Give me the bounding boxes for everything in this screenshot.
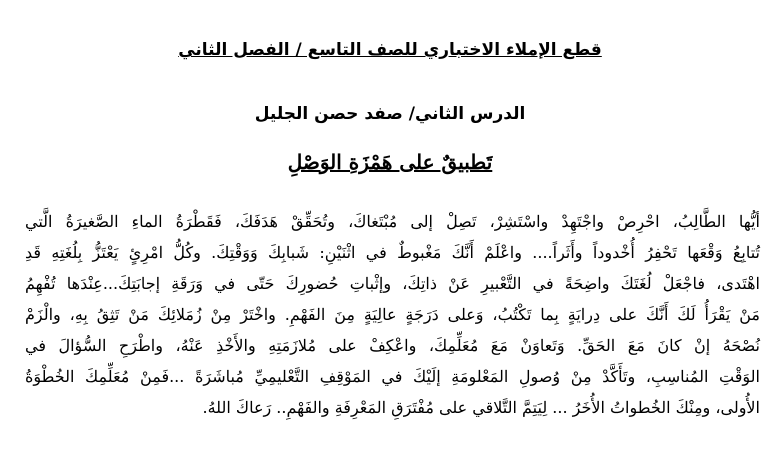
topic-title: تَطبيقٌ على هَمْزَةِ الوَصْلِ xyxy=(287,150,493,174)
passage-line: أيُّها الطَّالِبُ، احْرِصْ واجْتَهِدْ واسْتَشِرْ، تَصِلْ إلى مُبْتَغاكَ، وتُحَقِّقْ هَدَفَكَ، فَقَطْرَةُ الماءِ الصَّغيرَةُ الَّتي xyxy=(25,212,760,231)
dictation-passage xyxy=(25,206,760,423)
passage-line: مَنْ يَقْرَأُ لَكَ أَنَّكَ على دِرايَةٍ بِما تَكْتُبُ، وَعلى دَرَجَةٍ عالِيَةٍ مِنَ الفَهْمِ. واخْتَرْ مِنْ زُمَلائِكَ مَنْ تَثِقُ بِهِ، والْزَمْ xyxy=(25,305,761,324)
passage-line: اهْتَدى، فاجْعَلْ لُغَتَكَ واضِحَةً في التَّعْبيرِ عَنْ ذاتِكَ، وإثْباتِ حُضورِكَ حَتّى في وَرَقَةِ إجابَتِكَ...عِنْدَها تُفْهِمُ xyxy=(25,274,760,293)
passage-line: الوَقْتِ المُناسِبِ، وتَأَكَّدْ مِنْ وُصولِ المَعْلومَةِ إلَيْكَ في المَوْقِفِ التَّعْليمِيِّ مُباشَرَةً ...فَمِنْ مُعَلِّمِكَ الخُطْوَةُ xyxy=(25,367,760,386)
document-title: قطع الإملاء الاختباري للصف التاسع / الفصل الثاني xyxy=(178,40,602,60)
lesson-title: الدرس الثاني/ صفد حصن الجليل xyxy=(254,104,526,124)
passage-line: تُتابِعُ وَقْعَها تَحْفِرُ أُخْدوداً وأَثَراً.... واعْلَمْ أَنَّكَ مَغْبوطٌ في اثْنَيْنِ: شَبابِكَ وَوَقْتِكَ. وكُلُّ امْرِئٍ يَعْتَزُّ بِلُغَتِهِ قَدِ xyxy=(25,243,760,262)
passage-line: الأُولى، ومِنْكَ الخُطواتُ الأُخَرُ ... لِيَتِمَّ التَّلاقي على مُفْتَرَقِ المَعْرِفَةِ والفَهْمِ.. رَعاكَ اللهُ. xyxy=(202,398,760,417)
passage-line: نُصْحَهُ إنْ كانَ مَعَ الحَقِّ. وَتَعاوَنْ مَعَ مُعَلِّمِكَ، واعْكِفْ على مُلازَمَتِهِ والأَخْذِ عَنْهُ، واطْرَحِ السُّؤالَ في xyxy=(25,336,760,355)
